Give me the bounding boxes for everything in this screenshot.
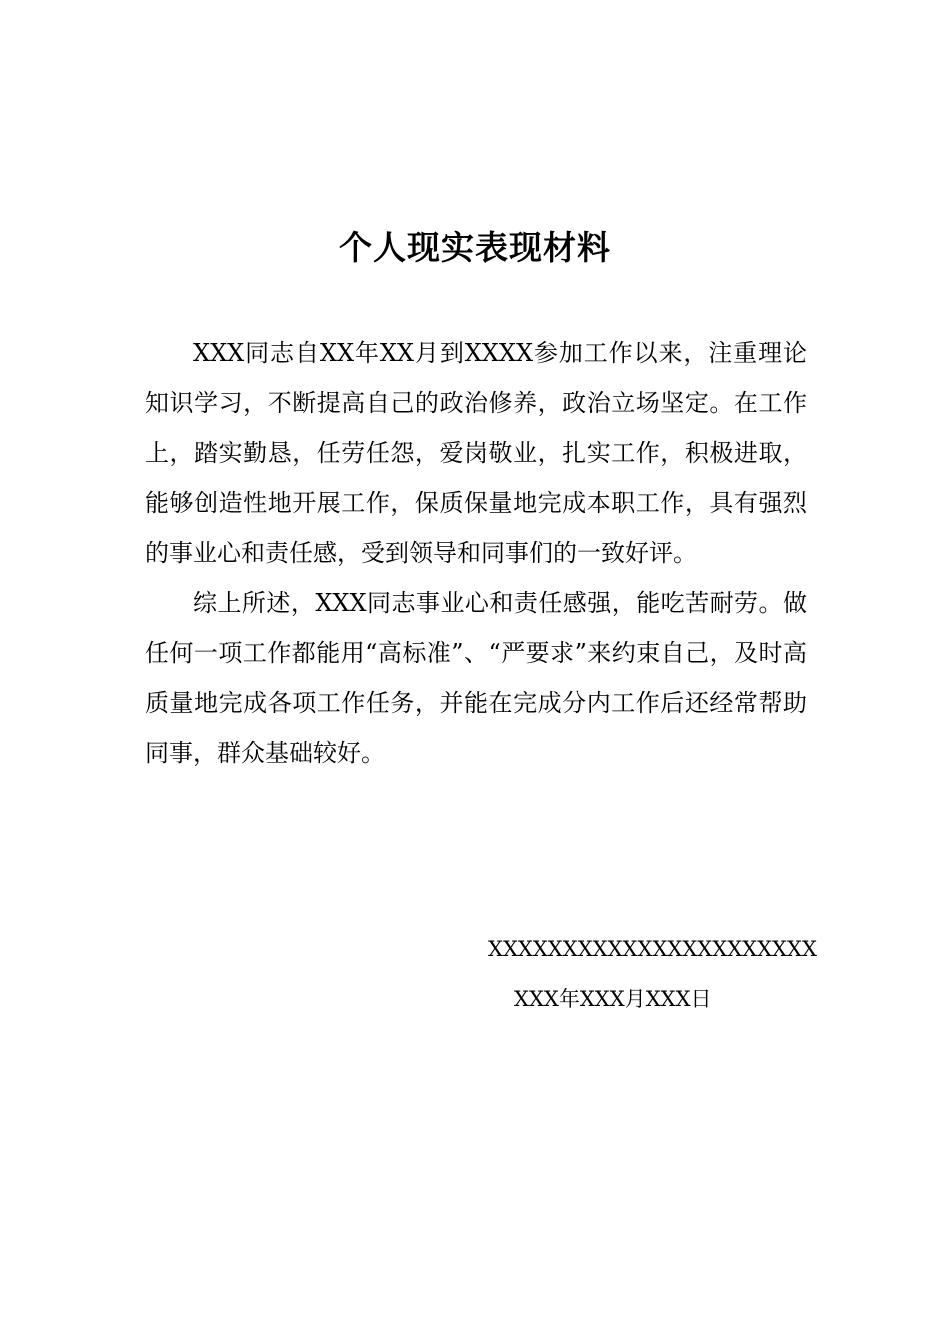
paragraph-1: XXX同志自XX年XX月到XXXX参加工作以来，注重理论知识学习，不断提高自己的政治修养，政治立场坚定。在工作上，踏实勤恳，任劳任怨，爱岗敬业，扎实工作，积极进取，能够创造性地开展工作，保质保量地完成本职工作，具有强烈的事业心和责任感，受到领导和同事们的一致好评。: [145, 339, 807, 567]
document-body: [145, 328, 807, 778]
document-title: 个人现实表现材料: [339, 228, 611, 267]
signature-date: XXX年XXX月XXX日: [514, 987, 712, 1011]
paragraph-2: 综上所述，XXX同志事业心和责任感强，能吃苦耐劳。做任何一项工作都能用“高标准”、“严要求”来约束自己，及时高质量地完成各项工作任务，并能在完成分内工作后还经常帮助同事，群众基础较好。: [145, 589, 807, 767]
signature-block: [488, 924, 817, 1024]
signature-name: XXXXXXXXXXXXXXXXXXXXXX: [488, 937, 817, 961]
